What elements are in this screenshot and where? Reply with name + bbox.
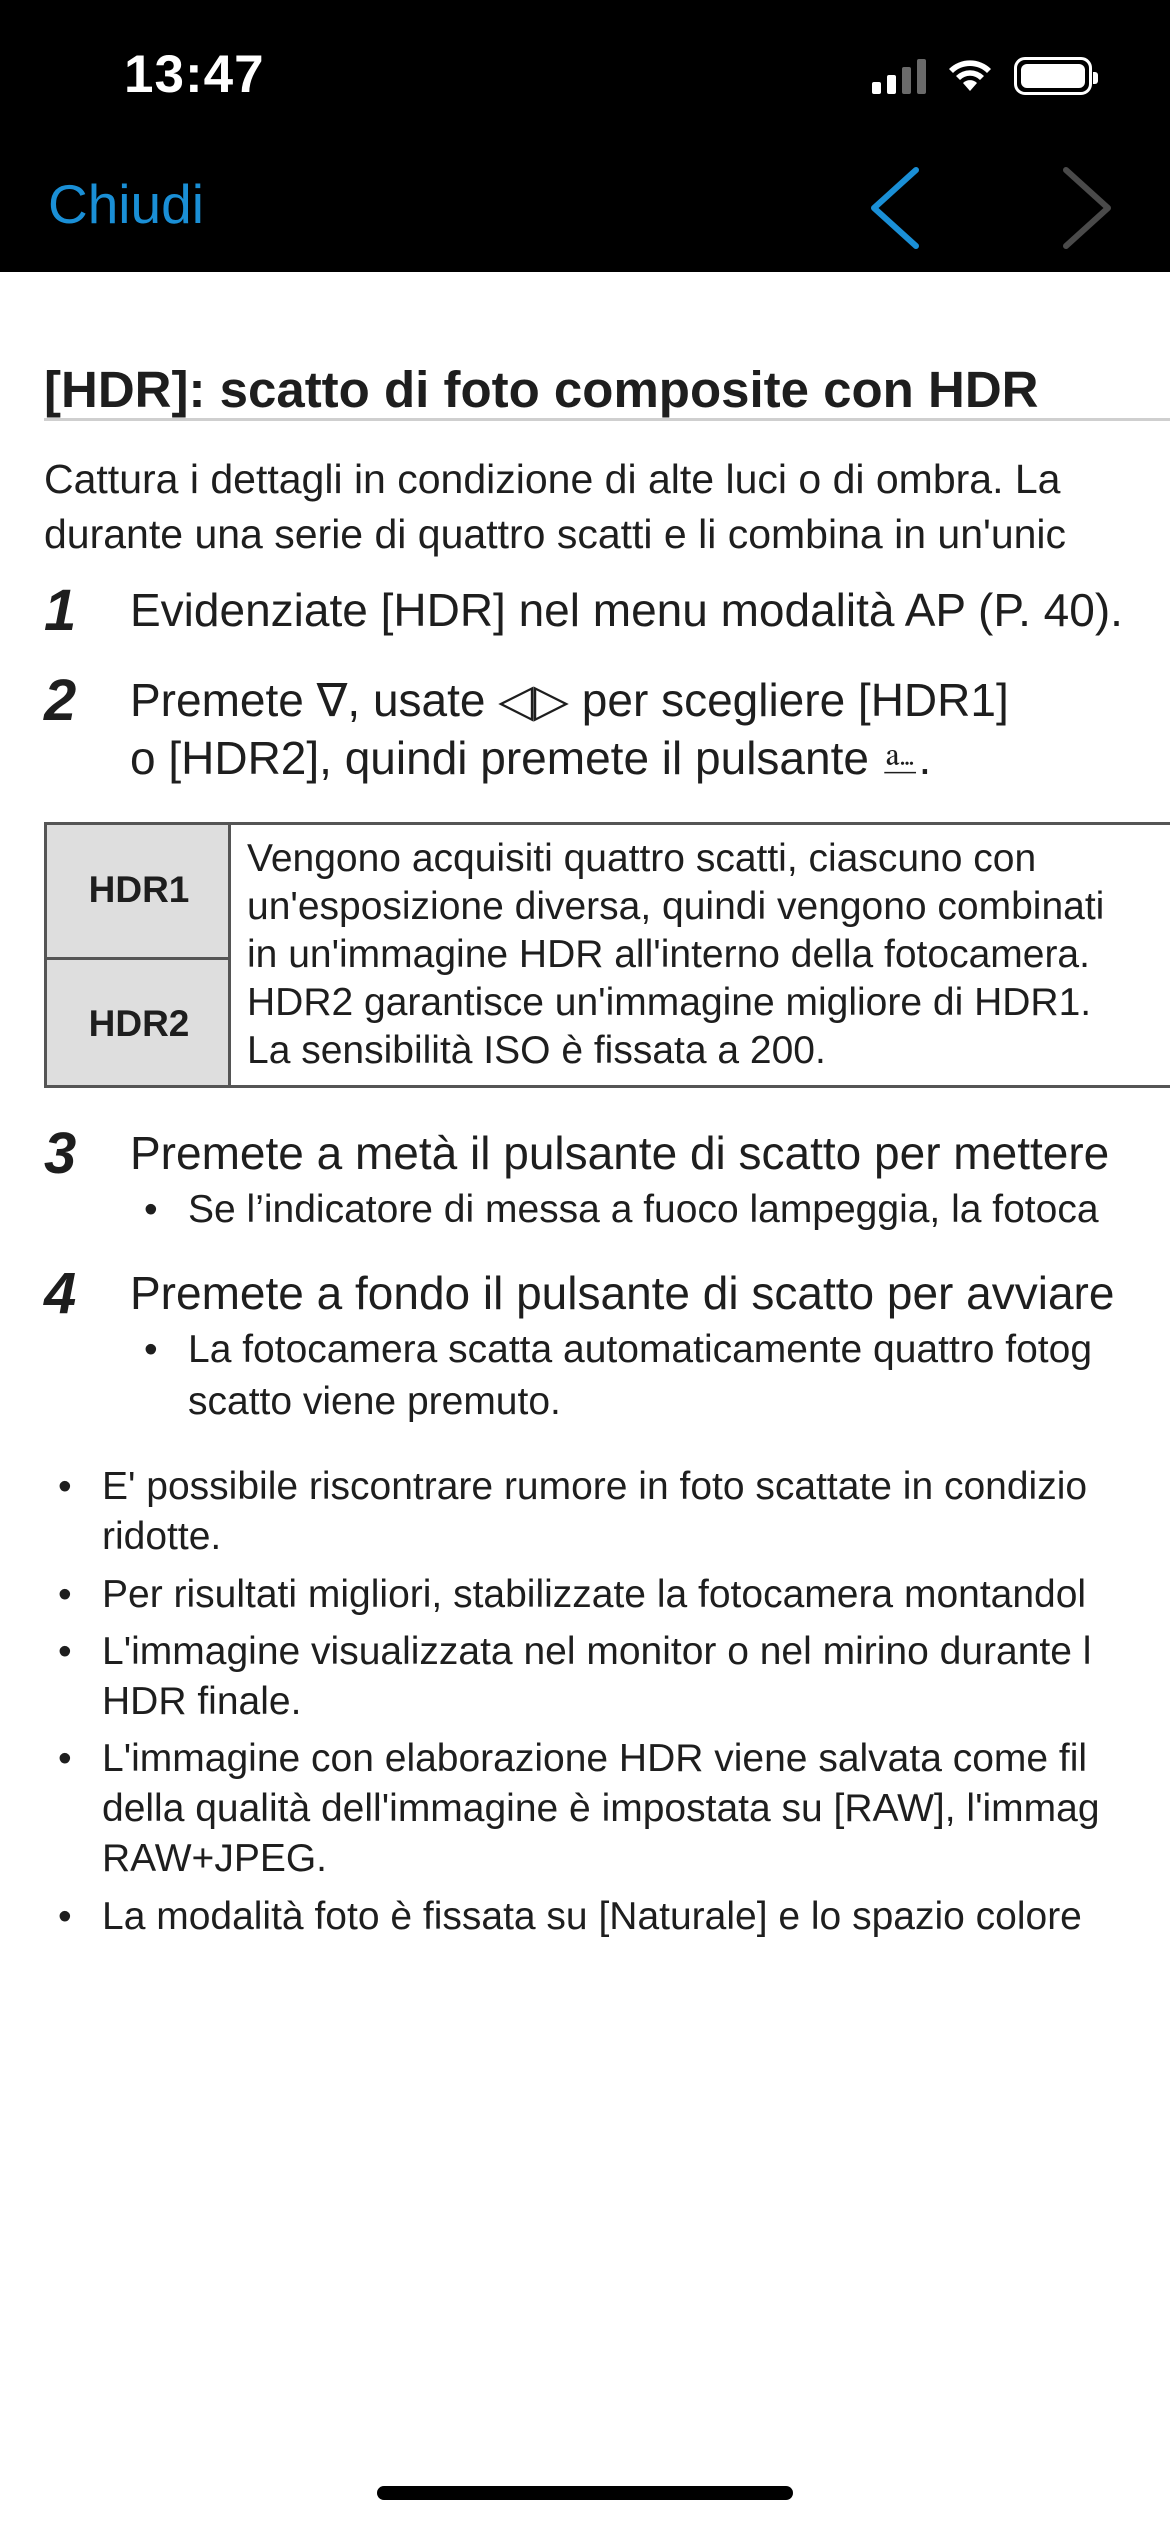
description-line: Vengono acquisiti quattro scatti, ciascuno con <box>247 837 1037 880</box>
step-number: 3 <box>44 1121 77 1186</box>
status-time: 13:47 <box>124 45 265 104</box>
status-icons <box>872 54 1092 98</box>
bullet-dot: • <box>58 1630 72 1673</box>
previous-page-button[interactable] <box>860 160 930 256</box>
step-number: 2 <box>44 668 77 733</box>
table-label-column <box>47 825 231 1085</box>
note-line: La modalità foto è fissata su [Naturale] e lo spazio colore <box>102 1895 1082 1938</box>
battery-icon <box>1014 57 1092 95</box>
bullet-dot: • <box>144 1188 158 1231</box>
step-bullet: Se l’indicatore di messa a fuoco lampeggia, la fotoca <box>188 1188 1099 1231</box>
note-text <box>102 1570 1086 1620</box>
chevron-right-icon <box>1052 160 1122 256</box>
note-line: della qualità dell'immagine è impostata su [RAW], l'immag <box>102 1787 1100 1830</box>
bullet-dot: • <box>58 1895 72 1938</box>
bullet-dot: • <box>58 1737 72 1780</box>
intro-paragraph <box>44 452 1066 562</box>
note-line: Per risultati migliori, stabilizzate la fotocamera montandol <box>102 1573 1087 1616</box>
note-text <box>102 1627 1091 1727</box>
step-text: o [HDR2], quindi premete il pulsante ⎁. <box>130 732 932 784</box>
chevron-left-icon <box>860 160 930 256</box>
step-bullet: La fotocamera scatta automaticamente quattro fotog <box>188 1328 1093 1371</box>
bullet-dot: • <box>144 1328 158 1371</box>
note-line: ridotte. <box>102 1515 222 1558</box>
home-indicator[interactable] <box>377 2486 793 2500</box>
note-line: L'immagine con elaborazione HDR viene salvata come fil <box>102 1737 1088 1780</box>
title-underline <box>44 418 1170 421</box>
description-line: un'esposizione diversa, quindi vengono combinati <box>247 885 1105 928</box>
step-number: 4 <box>44 1261 77 1326</box>
bullet-dot: • <box>58 1465 72 1508</box>
step-text: Premete a metà il pulsante di scatto per mettere <box>130 1127 1110 1179</box>
hdr-mode-table <box>44 822 1170 1088</box>
intro-line: durante una serie di quattro scatti e li combina in un'unic <box>44 511 1067 557</box>
description-line: HDR2 garantisce un'immagine migliore di HDR1. <box>247 981 1092 1024</box>
note-line: E' possibile riscontrare rumore in foto scattate in condizio <box>102 1465 1088 1508</box>
note-text <box>102 1734 1100 1884</box>
step-text: Premete ∇, usate ◁▷ per scegliere [HDR1] <box>130 674 1009 726</box>
note-line: L'immagine visualizzata nel monitor o nel mirino durante l <box>102 1630 1092 1673</box>
wifi-icon <box>948 59 992 93</box>
note-text <box>102 1892 1082 1942</box>
description-line: in un'immagine HDR all'interno della fotocamera. <box>247 933 1090 976</box>
document-page[interactable] <box>0 272 1170 2452</box>
description-line: La sensibilità ISO è fissata a 200. <box>247 1029 826 1072</box>
top-bar <box>0 0 1170 272</box>
step-number: 1 <box>44 578 77 643</box>
bullet-dot: • <box>58 1573 72 1616</box>
intro-line: Cattura i dettagli in condizione di alte luci o di ombra. La <box>44 456 1061 502</box>
table-label-hdr1: HDR1 <box>88 869 190 910</box>
note-line: RAW+JPEG. <box>102 1837 328 1880</box>
table-description <box>247 835 1104 1075</box>
step-bullet: scatto viene premuto. <box>188 1380 561 1423</box>
table-label-hdr2: HDR2 <box>47 957 231 1087</box>
page-title: [HDR]: scatto di foto composite con HDR <box>44 361 1039 418</box>
title-rule <box>1100 396 1170 414</box>
note-text <box>102 1462 1087 1562</box>
note-line: HDR finale. <box>102 1680 302 1723</box>
step-text: Evidenziate [HDR] nel menu modalità AP (P. 40). <box>130 584 1123 636</box>
next-page-button[interactable] <box>1052 160 1122 256</box>
close-button[interactable]: Chiudi <box>48 173 204 235</box>
step-text: Premete a fondo il pulsante di scatto per avviare <box>130 1267 1115 1319</box>
cellular-signal-icon <box>872 58 926 94</box>
